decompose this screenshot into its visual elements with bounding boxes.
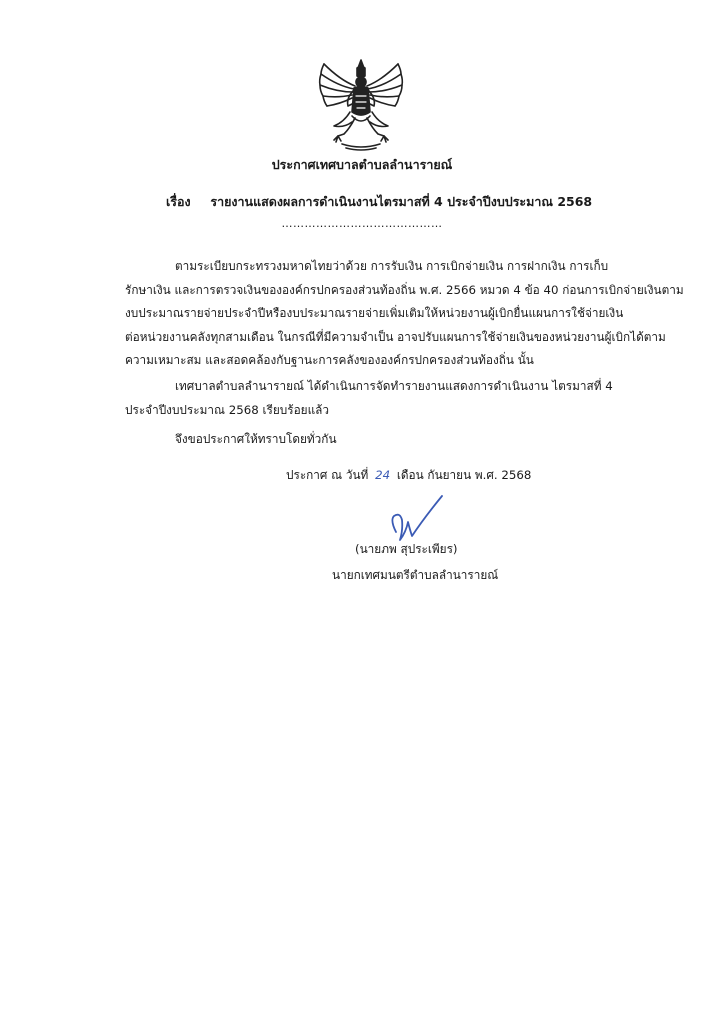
subject-text: รายงานแสดงผลการดำเนินงานไตรมาสที่ 4 ประจำปีงบประมาณ 2568 — [210, 194, 593, 209]
signatory-name: (นายภพ สุประเพียร) — [355, 542, 458, 556]
paragraph-line: ความเหมาะสม และสอดคล้องกับฐานะการคลังขององค์กรปกครองส่วนท้องถิ่น นั้น — [125, 353, 534, 367]
signatory-position: นายกเทศมนตรีตำบลลำนารายณ์ — [332, 568, 499, 582]
paragraph-line: เทศบาลตำบลลำนารายณ์ ได้ดำเนินการจัดทำรายงานแสดงการดำเนินงาน ไตรมาสที่ 4 — [175, 379, 613, 393]
announcement-date — [286, 466, 531, 485]
paragraph-line: ต่อหน่วยงานคลังทุกสามเดือน ในกรณีที่มีความจำเป็น อาจปรับแผนการใช้จ่ายเงินของหน่วยงานผู้เบิกได้ตาม — [125, 329, 666, 344]
closing-line: จึงขอประกาศให้ทราบโดยทั่วกัน — [175, 432, 337, 446]
subject-line — [166, 192, 592, 212]
paragraph-line: รักษาเงิน และการตรวจเงินขององค์กรปกครองส่วนท้องถิ่น พ.ศ. 2566 หมวด 4 ข้อ 40 ก่อนการเบิกจ่ายเงินตาม — [125, 282, 684, 297]
announce-suffix: เดือน กันยายน พ.ศ. 2568 — [396, 468, 532, 482]
announce-day: 24 — [375, 468, 391, 482]
paragraph-line: งบประมาณรายจ่ายประจำปีหรืองบประมาณรายจ่ายเพิ่มเติมให้หน่วยงานผู้เบิกยื่นแผนการใช้จ่ายเงิน — [125, 306, 624, 320]
document-title: ประกาศเทศบาลตำบลลำนารายณ์ — [271, 157, 453, 172]
announce-prefix: ประกาศ ณ วันที่ — [286, 468, 369, 482]
paragraph-line: ตามระเบียบกระทรวงมหาดไทยว่าด้วย การรับเงิน การเบิกจ่ายเงิน การฝากเงิน การเก็บ — [175, 259, 609, 273]
dotted-divider: …………………………………… — [281, 217, 443, 230]
garuda-emblem — [316, 56, 406, 152]
paragraph-regulation — [125, 255, 684, 373]
subject-label: เรื่อง — [166, 194, 191, 209]
paragraph-report — [125, 375, 655, 422]
paragraph-line: ประจำปีงบประมาณ 2568 เรียบร้อยแล้ว — [125, 402, 330, 417]
